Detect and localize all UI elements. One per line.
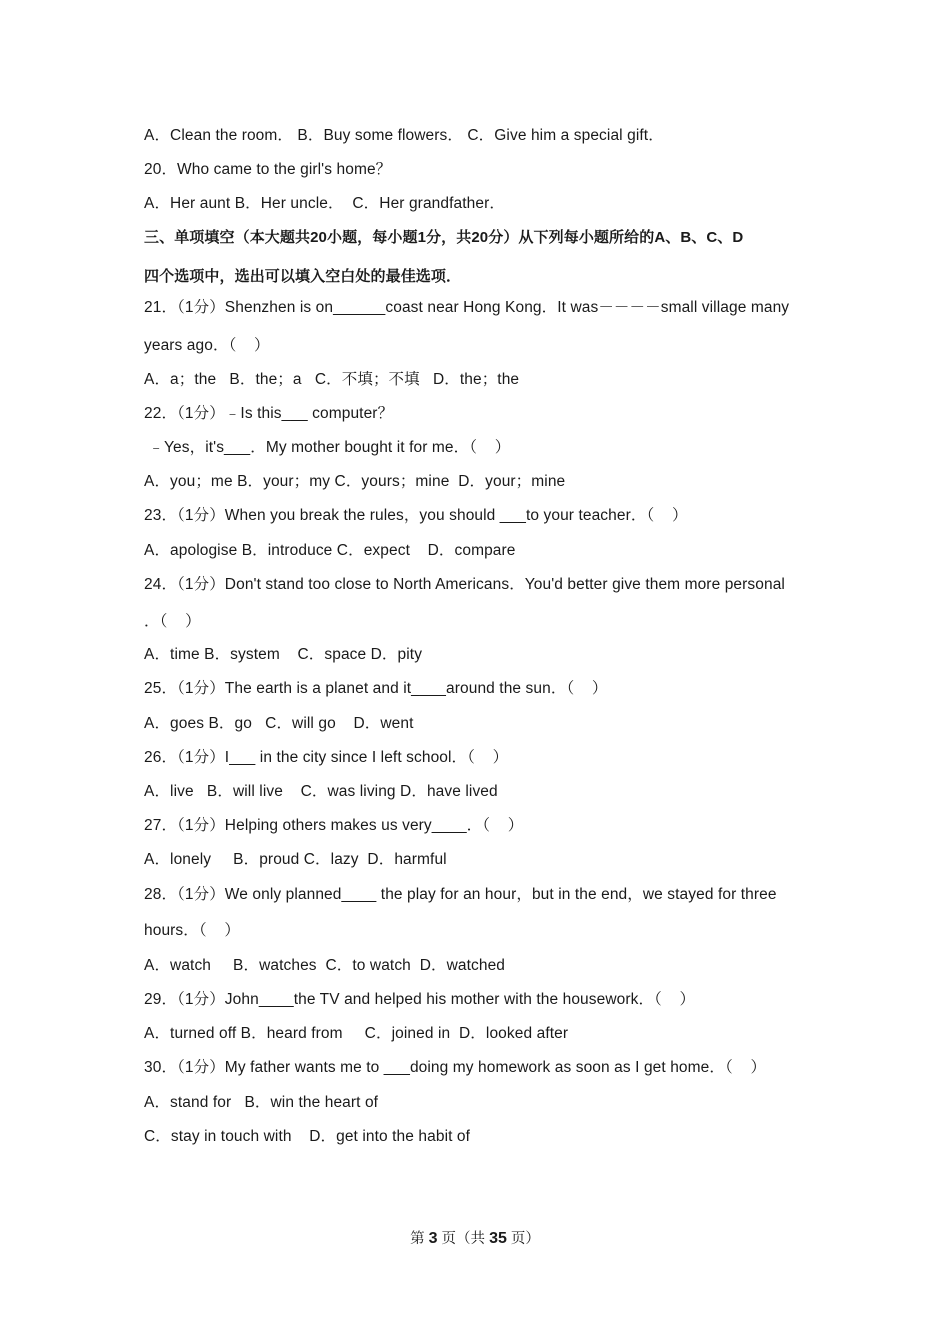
q22-question-cont: ﹣Yes，it's___．My mother bought it for me．（ ）: [144, 439, 511, 456]
q30-question: 30．（1分）My father wants me to ___doing my homework as soon as I get home．（ ）: [144, 1059, 767, 1076]
q21-question: 21．（1分）Shenzhen is on______coast near Hong Kong．It was－－－－small village many: [144, 299, 790, 316]
footer-middle: 页（共: [441, 1231, 486, 1247]
section-heading-line-2: 四个选项中，选出可以填入空白处的最佳选项．: [144, 268, 462, 285]
q25-question: 25．（1分）The earth is a planet and it____around the sun．（ ）: [144, 680, 608, 697]
q29-question: 29．（1分）John____the TV and helped his mother with the housework．（ ）: [144, 991, 696, 1008]
q22-question: 22．（1分）﹣Is this___ computer？: [144, 405, 394, 422]
q30-options-line-1: A．stand for B．win the heart of: [144, 1094, 379, 1111]
footer-page-number: 3: [428, 1230, 438, 1247]
q22-options: A．you；me B．your；my C．yours；mine D．your；mine: [144, 473, 566, 490]
q26-question: 26．（1分）I___ in the city since I left school．（ ）: [144, 749, 509, 766]
q19-options: A．Clean the room． B．Buy some flowers． C．Give him a special gift．: [144, 127, 664, 144]
q28-options: A．watch B．watches C．to watch D．watched: [144, 957, 506, 974]
page-footer: [0, 1229, 950, 1249]
q30-options-line-2: C．stay in touch with D．get into the habit of: [144, 1128, 471, 1145]
q24-question-cont: ．（ ）: [144, 613, 201, 630]
q25-options: A．goes B．go C．will go D．went: [144, 715, 414, 732]
footer-total-pages: 35: [489, 1230, 507, 1247]
q27-options: A．lonely B．proud C．lazy D．harmful: [144, 851, 447, 868]
q23-options: A．apologise B．introduce C．expect D．compare: [144, 542, 516, 559]
q24-options: A．time B．system C．space D．pity: [144, 646, 423, 663]
q28-question: 28．（1分）We only planned____ the play for an hour，but in the end，we stayed for three: [144, 886, 777, 903]
q28-question-cont: hours．（ ）: [144, 922, 240, 939]
q21-question-cont: years ago．（ ）: [144, 337, 270, 354]
q21-options: A．a；the B．the；a C．不填；不填 D．the；the: [144, 371, 520, 388]
q23-question: 23．（1分）When you break the rules，you should ___to your teacher．（ ）: [144, 507, 688, 524]
q24-question: 24．（1分）Don't stand too close to North Americans．You'd better give them more personal: [144, 576, 785, 593]
q20-question: 20．Who came to the girl's home？: [144, 161, 392, 178]
footer-suffix: 页）: [510, 1231, 540, 1247]
section-heading-line-1: 三、单项填空（本大题共20小题，每小题1分，共20分）从下列每小题所给的A、B、C、D: [144, 229, 744, 246]
q26-options: A．live B．will live C．was living D．have lived: [144, 783, 498, 800]
q29-options: A．turned off B．heard from C．joined in D．looked after: [144, 1025, 569, 1042]
q27-question: 27．（1分）Helping others makes us very____．（ ）: [144, 817, 524, 834]
footer-prefix: 第: [410, 1231, 425, 1247]
q20-options: A．Her aunt B．Her uncle． C．Her grandfather．: [144, 195, 505, 212]
